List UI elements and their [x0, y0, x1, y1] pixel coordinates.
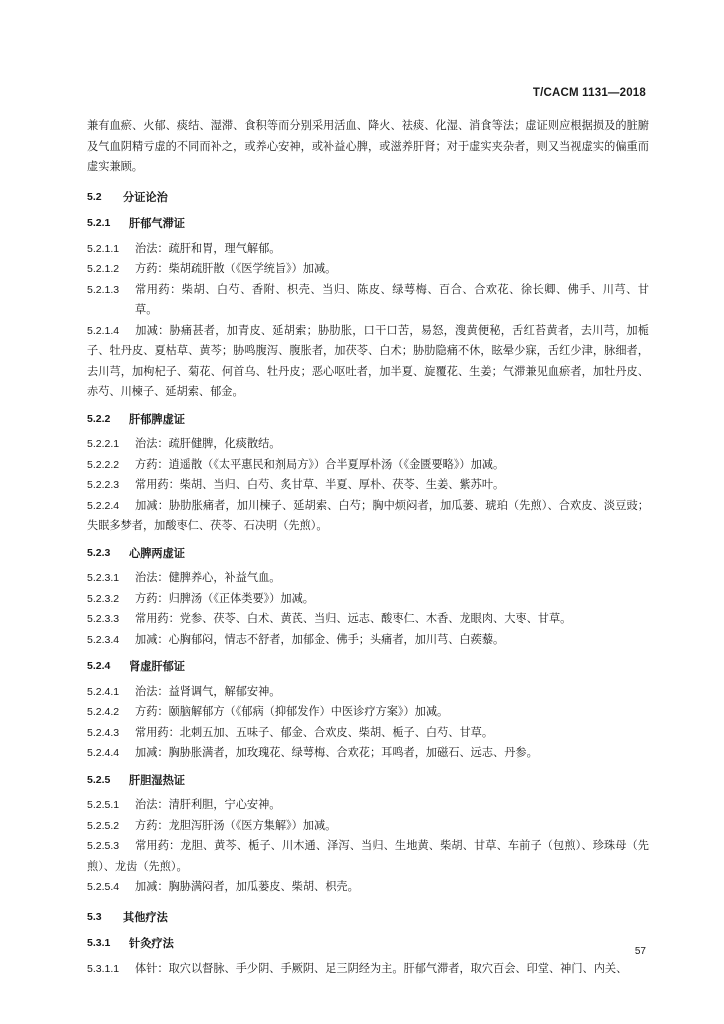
clause-text: 治法：益肾调气，解郁安神。 [135, 684, 281, 698]
clause-text: 常用药：柴胡、白芍、香附、枳壳、当归、陈皮、绿萼梅、百合、合欢花、徐长卿、佛手、川芎、甘草。 [135, 282, 649, 316]
subsection-title: 肝郁脾虚证 [129, 411, 185, 426]
clause [87, 682, 649, 703]
clause-text: 方药：颐脑解郁方（《郁病（抑郁发作）中医诊疗方案》）加减。 [135, 705, 449, 718]
subsection-number: 5.2.1 [87, 217, 111, 229]
subsection-heading [87, 409, 649, 430]
section-title: 分证论治 [123, 189, 168, 204]
clause-number: 5.2.3.3 [87, 613, 120, 625]
clause-text: 加减：胁肋胀痛者，加川楝子、延胡索、白芍；胸中烦闷者，加瓜蒌、琥珀（先煎）、合欢皮、淡豆豉；失眠多梦者，加酸枣仁、茯苓、石决明（先煎）。 [87, 498, 649, 532]
clause [87, 475, 649, 496]
subsection-heading [87, 213, 649, 234]
subsection-number: 5.2.5 [87, 773, 111, 786]
clause-number: 5.2.4.2 [87, 706, 120, 718]
section-number: 5.3 [87, 910, 102, 923]
page-number: 57 [634, 946, 646, 957]
clause-text: 方药：龙胆泻肝汤（《医方集解》）加减。 [135, 818, 337, 832]
clause-number: 5.2.4.4 [87, 747, 120, 759]
subsection-title: 肝胆湿热证 [129, 772, 185, 787]
clause-number: 5.2.5.4 [87, 881, 120, 893]
clause-number: 5.2.3.2 [87, 592, 120, 605]
clause [87, 959, 649, 980]
clause-text: 方药：逍遥散（《太平惠民和剂局方》）合半夏厚朴汤（《金匮要略》）加减。 [135, 457, 505, 471]
clause-text: 常用药：北刺五加、五味子、郁金、合欢皮、柴胡、栀子、白芍、甘草。 [135, 725, 494, 739]
subsection-heading [87, 543, 649, 564]
clause [87, 630, 649, 651]
clause [87, 743, 649, 764]
clause-number: 5.2.1.4 [87, 324, 120, 337]
subsection-heading [87, 770, 649, 791]
clause-text: 体针：取穴以督脉、手少阴、手厥阴、足三阴经为主。肝郁气滞者，取穴百会、印堂、神门、内关、 [135, 961, 628, 975]
clause-text: 加减：胁痛甚者，加青皮、延胡索；胁肋胀，口干口苦，易怒，溲黄便秘，舌红苔黄者，去川芎，加栀子、牡丹皮、夏枯草、黄芩；胁鸣腹泻、腹胀者，加茯苓、白术；胁肋隐痛不休，眩晕少寐，舌红少津，脉细者，去川芎，加枸杞子、菊花、何首乌、牡丹皮；恶心呕吐者，加半夏、旋覆花、生姜；气滞兼见血瘀者，加牡丹皮、赤芍、川楝子、延胡索、郁金。 [87, 323, 649, 398]
clause-number: 5.2.2.4 [87, 499, 120, 512]
clause-number: 5.3.1.1 [87, 962, 120, 975]
clause-number: 5.2.2.3 [87, 479, 120, 491]
clause-text: 加减：胸胁胀满者，加玫瑰花、绿萼梅、合欢花；耳鸣者，加磁石、远志、丹参。 [135, 746, 538, 759]
clause-text: 加减：心胸郁闷，情志不舒者，加郁金、佛手；头痛者，加川芎、白蒺藜。 [135, 632, 505, 646]
clause-text: 方药：柴胡疏肝散（《医学统旨》）加减。 [135, 262, 337, 275]
clause [87, 702, 649, 723]
clause-number: 5.2.4.3 [87, 726, 120, 739]
subsection-title: 肾虚肝郁证 [129, 659, 185, 673]
clause-text: 治法：健脾养心，补益气血。 [135, 571, 281, 584]
clause [87, 877, 649, 898]
clause [87, 723, 649, 744]
clause-text: 治法：疏肝和胃，理气解郁。 [135, 241, 281, 255]
clause-number: 5.2.3.4 [87, 633, 120, 646]
clause [87, 609, 649, 630]
clause-number: 5.2.4.1 [87, 685, 120, 698]
subsection-number: 5.3.1 [87, 937, 111, 949]
clause-number: 5.2.2.1 [87, 438, 120, 450]
clause [87, 455, 649, 476]
clause [87, 434, 649, 455]
clause-number: 5.2.5.3 [87, 840, 120, 852]
page-content [87, 116, 649, 979]
subsection-number: 5.2.4 [87, 660, 111, 672]
clause-text: 加减：胸胁满闷者，加瓜蒌皮、柴胡、枳壳。 [135, 880, 359, 893]
subsection-number: 5.2.2 [87, 412, 111, 425]
clause [87, 321, 649, 403]
subsection-title: 心脾两虚证 [129, 545, 185, 560]
section-title: 其他疗法 [123, 909, 168, 924]
intro-paragraph: 兼有血瘀、火郁、痰结、湿滞、食积等而分别采用活血、降火、祛痰、化湿、消食等法；虚证则应根据损及的脏腑及气血阴精亏虚的不同而补之，或养心安神，或补益心脾，或滋养肝肾；对于虚实夹杂者，则又当视虚实的偏重而虚实兼顾。 [87, 119, 649, 173]
clause-text: 常用药：柴胡、当归、白芍、炙甘草、半夏、厚朴、茯苓、生姜、紫苏叶。 [135, 478, 505, 491]
subsection-number: 5.2.3 [87, 546, 111, 559]
clause [87, 259, 649, 280]
subsection-heading [87, 656, 649, 677]
clause [87, 589, 649, 610]
clause [87, 795, 649, 816]
clause-number: 5.2.5.1 [87, 799, 120, 811]
subsection-title: 肝郁气滞证 [129, 216, 185, 230]
clause [87, 280, 649, 321]
subsection-title: 针灸疗法 [129, 936, 174, 950]
section-heading [87, 187, 649, 208]
clause [87, 568, 649, 589]
clause-text: 治法：疏肝健脾，化痰散结。 [135, 437, 281, 450]
clause [87, 496, 649, 537]
clause-number: 5.2.3.1 [87, 572, 120, 584]
clause [87, 816, 649, 837]
section-number: 5.2 [87, 190, 102, 203]
clause-number: 5.2.5.2 [87, 819, 120, 832]
subsection-heading [87, 933, 649, 954]
clause [87, 239, 649, 260]
clause-text: 常用药：党参、茯苓、白术、黄芪、当归、远志、酸枣仁、木香、龙眼肉、大枣、甘草。 [135, 612, 572, 625]
clause-number: 5.2.1.3 [87, 283, 120, 296]
clause-number: 5.2.1.2 [87, 263, 120, 275]
clause-text: 常用药：龙胆、黄芩、栀子、川木通、泽泻、当归、生地黄、柴胡、甘草、车前子（包煎）、珍珠母（先煎）、龙齿（先煎）。 [87, 839, 649, 873]
clause-number: 5.2.1.1 [87, 242, 120, 255]
clause [87, 836, 649, 877]
clause-text: 治法：清肝利胆，宁心安神。 [135, 798, 281, 811]
clause-text: 方药：归脾汤（《正体类要》）加减。 [135, 591, 314, 605]
standard-code: T/CACM 1131—2018 [532, 87, 646, 99]
section-heading [87, 907, 649, 928]
clause-number: 5.2.2.2 [87, 458, 120, 471]
